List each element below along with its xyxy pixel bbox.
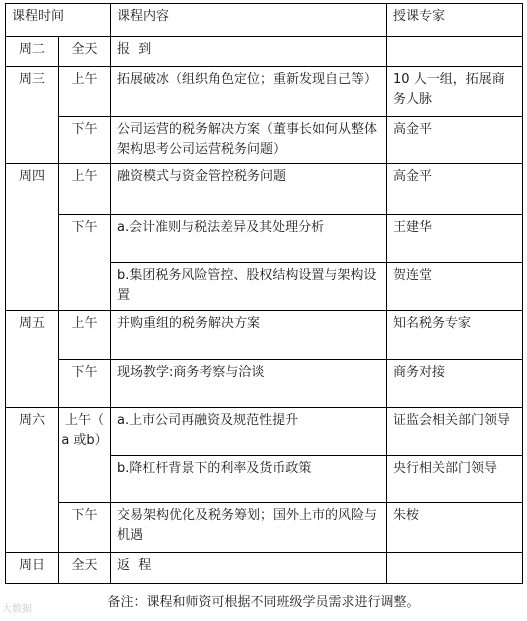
table-row [6, 360, 523, 408]
expert-cell: 商务对接 [387, 360, 523, 408]
expert-cell: 知名税务专家 [387, 311, 523, 360]
content-cell: 现场教学:商务考察与洽谈 [111, 360, 387, 408]
day-cell: 周日 [6, 553, 59, 584]
day-cell: 周三 [6, 67, 59, 164]
content-cell: 返 程 [111, 553, 387, 584]
day-cell: 周六 [6, 408, 59, 553]
table-row [6, 215, 523, 263]
period-cell: 下午 [59, 503, 111, 553]
period-cell: 上午 [59, 311, 111, 360]
header-course-time: 课程时间 [6, 4, 111, 37]
watermark: 大数据 [2, 604, 32, 615]
expert-cell: 王建华 [387, 215, 523, 263]
expert-cell: 证监会相关部门领导 [387, 408, 523, 456]
expert-cell [387, 553, 523, 584]
expert-cell: 高金平 [387, 117, 523, 164]
table-row [6, 311, 523, 360]
period-cell: 上午 [59, 164, 111, 215]
period-cell: 全天 [59, 37, 111, 67]
expert-cell [387, 37, 523, 67]
header-experts: 授课专家 [387, 4, 523, 37]
period-cell: 上午 [59, 67, 111, 117]
content-cell: a.会计准则与税法差异及其处理分析 [111, 215, 387, 263]
content-cell: a.上市公司再融资及规范性提升 [111, 408, 387, 456]
period-cell: 下午 [59, 117, 111, 164]
expert-cell: 央行相关部门领导 [387, 456, 523, 503]
content-cell: 拓展破冰（组织角色定位；重新发现自己等） [111, 67, 387, 117]
content-cell: b.集团税务风险管控、股权结构设置与架构设置 [111, 263, 387, 311]
period-cell: 下午 [59, 360, 111, 408]
content-cell: 交易架构优化及税务筹划；国外上市的风险与机遇 [111, 503, 387, 553]
content-cell: b.降杠杆背景下的利率及货币政策 [111, 456, 387, 503]
content-cell: 公司运营的税务解决方案（董事长如何从整体架构思考公司运营税务问题） [111, 117, 387, 164]
header-course-content: 课程内容 [111, 4, 387, 37]
day-cell: 周五 [6, 311, 59, 408]
table-row [6, 67, 523, 117]
content-cell: 融资模式与资金管控税务问题 [111, 164, 387, 215]
table-row [6, 553, 523, 584]
table-row [6, 117, 523, 164]
expert-cell: 高金平 [387, 164, 523, 215]
content-cell: 报 到 [111, 37, 387, 67]
expert-cell: 朱桉 [387, 503, 523, 553]
period-cell: 下午 [59, 215, 111, 311]
course-schedule-table [5, 3, 523, 584]
table-row [6, 408, 523, 456]
day-cell: 周四 [6, 164, 59, 311]
table-row [6, 503, 523, 553]
table-header-row [6, 4, 523, 37]
expert-cell: 10 人一组，拓展商务人脉 [387, 67, 523, 117]
content-cell: 并购重组的税务解决方案 [111, 311, 387, 360]
table-row [6, 164, 523, 215]
expert-cell: 贺连堂 [387, 263, 523, 311]
period-cell: 全天 [59, 553, 111, 584]
day-cell: 周二 [6, 37, 59, 67]
table-row [6, 37, 523, 67]
footer-note: 备注：课程和师资可根据不同班级学员需求进行调整。 [107, 595, 420, 610]
period-cell: 上午（ a 或b） [59, 408, 111, 503]
